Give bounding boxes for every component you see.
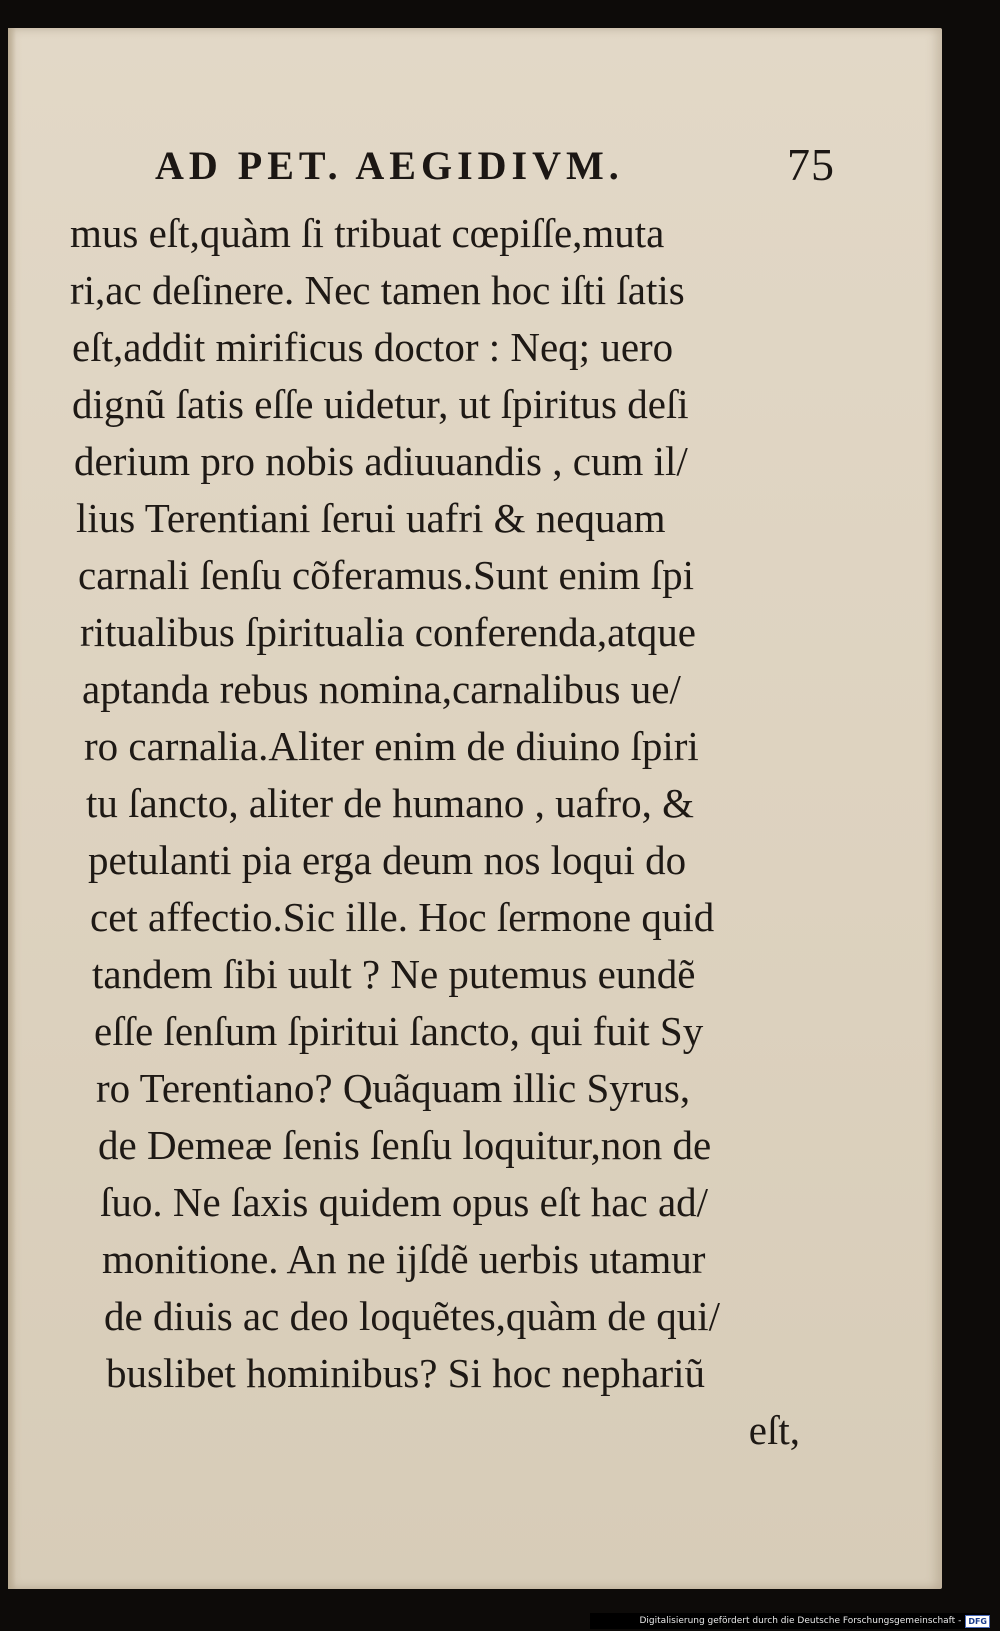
dfg-logo: DFG <box>965 1615 990 1628</box>
text-line: lius Terentiani ſerui uafri & nequam <box>76 495 666 541</box>
text-line: de Demeæ ſenis ſenſu loquitur,non de <box>98 1122 712 1168</box>
page-header <box>155 138 835 198</box>
text-line: derium pro nobis adiuuandis , cum il/ <box>74 438 688 484</box>
text-line: ro carnalia.Aliter enim de diuino ſpiri <box>84 723 699 769</box>
text-line: cet affectio.Sic ille. Hoc ſermone quid <box>90 894 715 940</box>
text-line: ri,ac deſinere. Nec tamen hoc iſti ſatis <box>70 267 685 313</box>
text-line: eſſe ſenſum ſpiritui ſancto, qui fuit Sy <box>94 1008 704 1054</box>
text-line: buslibet hominibus? Si hoc nephariũ <box>106 1350 705 1396</box>
text-line: aptanda rebus nomina,carnalibus ue/ <box>82 666 681 712</box>
text-line: dignũ ſatis eſſe uidetur, ut ſpiritus deſi <box>72 381 689 427</box>
text-line: tandem ſibi uult ? Ne putemus eundẽ <box>92 951 696 997</box>
text-line: de diuis ac deo loquẽtes,quàm de qui/ <box>104 1293 720 1339</box>
body-text <box>70 205 810 1459</box>
text-line: ro Terentiano? Quãquam illic Syrus, <box>96 1065 691 1111</box>
text-line: tu ſancto, aliter de humano , uafro, & <box>86 780 694 826</box>
text-line: ritualibus ſpiritualia conferenda,atque <box>80 609 696 655</box>
text-line: petulanti pia erga deum nos loqui do <box>88 837 687 883</box>
text-line: carnali ſenſu cõferamus.Sunt enim ſpi <box>78 552 694 598</box>
page-number: 75 <box>787 139 835 190</box>
text-line: ſuo. Ne ſaxis quidem opus eſt hac ad/ <box>100 1179 709 1225</box>
text-line: eſt,addit mirificus doctor : Neq; uero <box>72 324 674 370</box>
catchword: eſt, <box>748 1407 800 1453</box>
text-line: mus eſt,quàm ſi tribuat cœpiſſe,muta <box>70 210 665 256</box>
digitization-credit <box>590 1613 990 1629</box>
credit-text: Digitalisierung gefördert durch die Deutsche Forschungsgemeinschaft - <box>639 1616 962 1626</box>
page-gutter-shadow <box>8 28 16 1589</box>
text-line: monitione. An ne ĳſdẽ uerbis utamur <box>102 1236 706 1282</box>
running-head: AD PET. AEGIDIVM. <box>155 143 624 188</box>
